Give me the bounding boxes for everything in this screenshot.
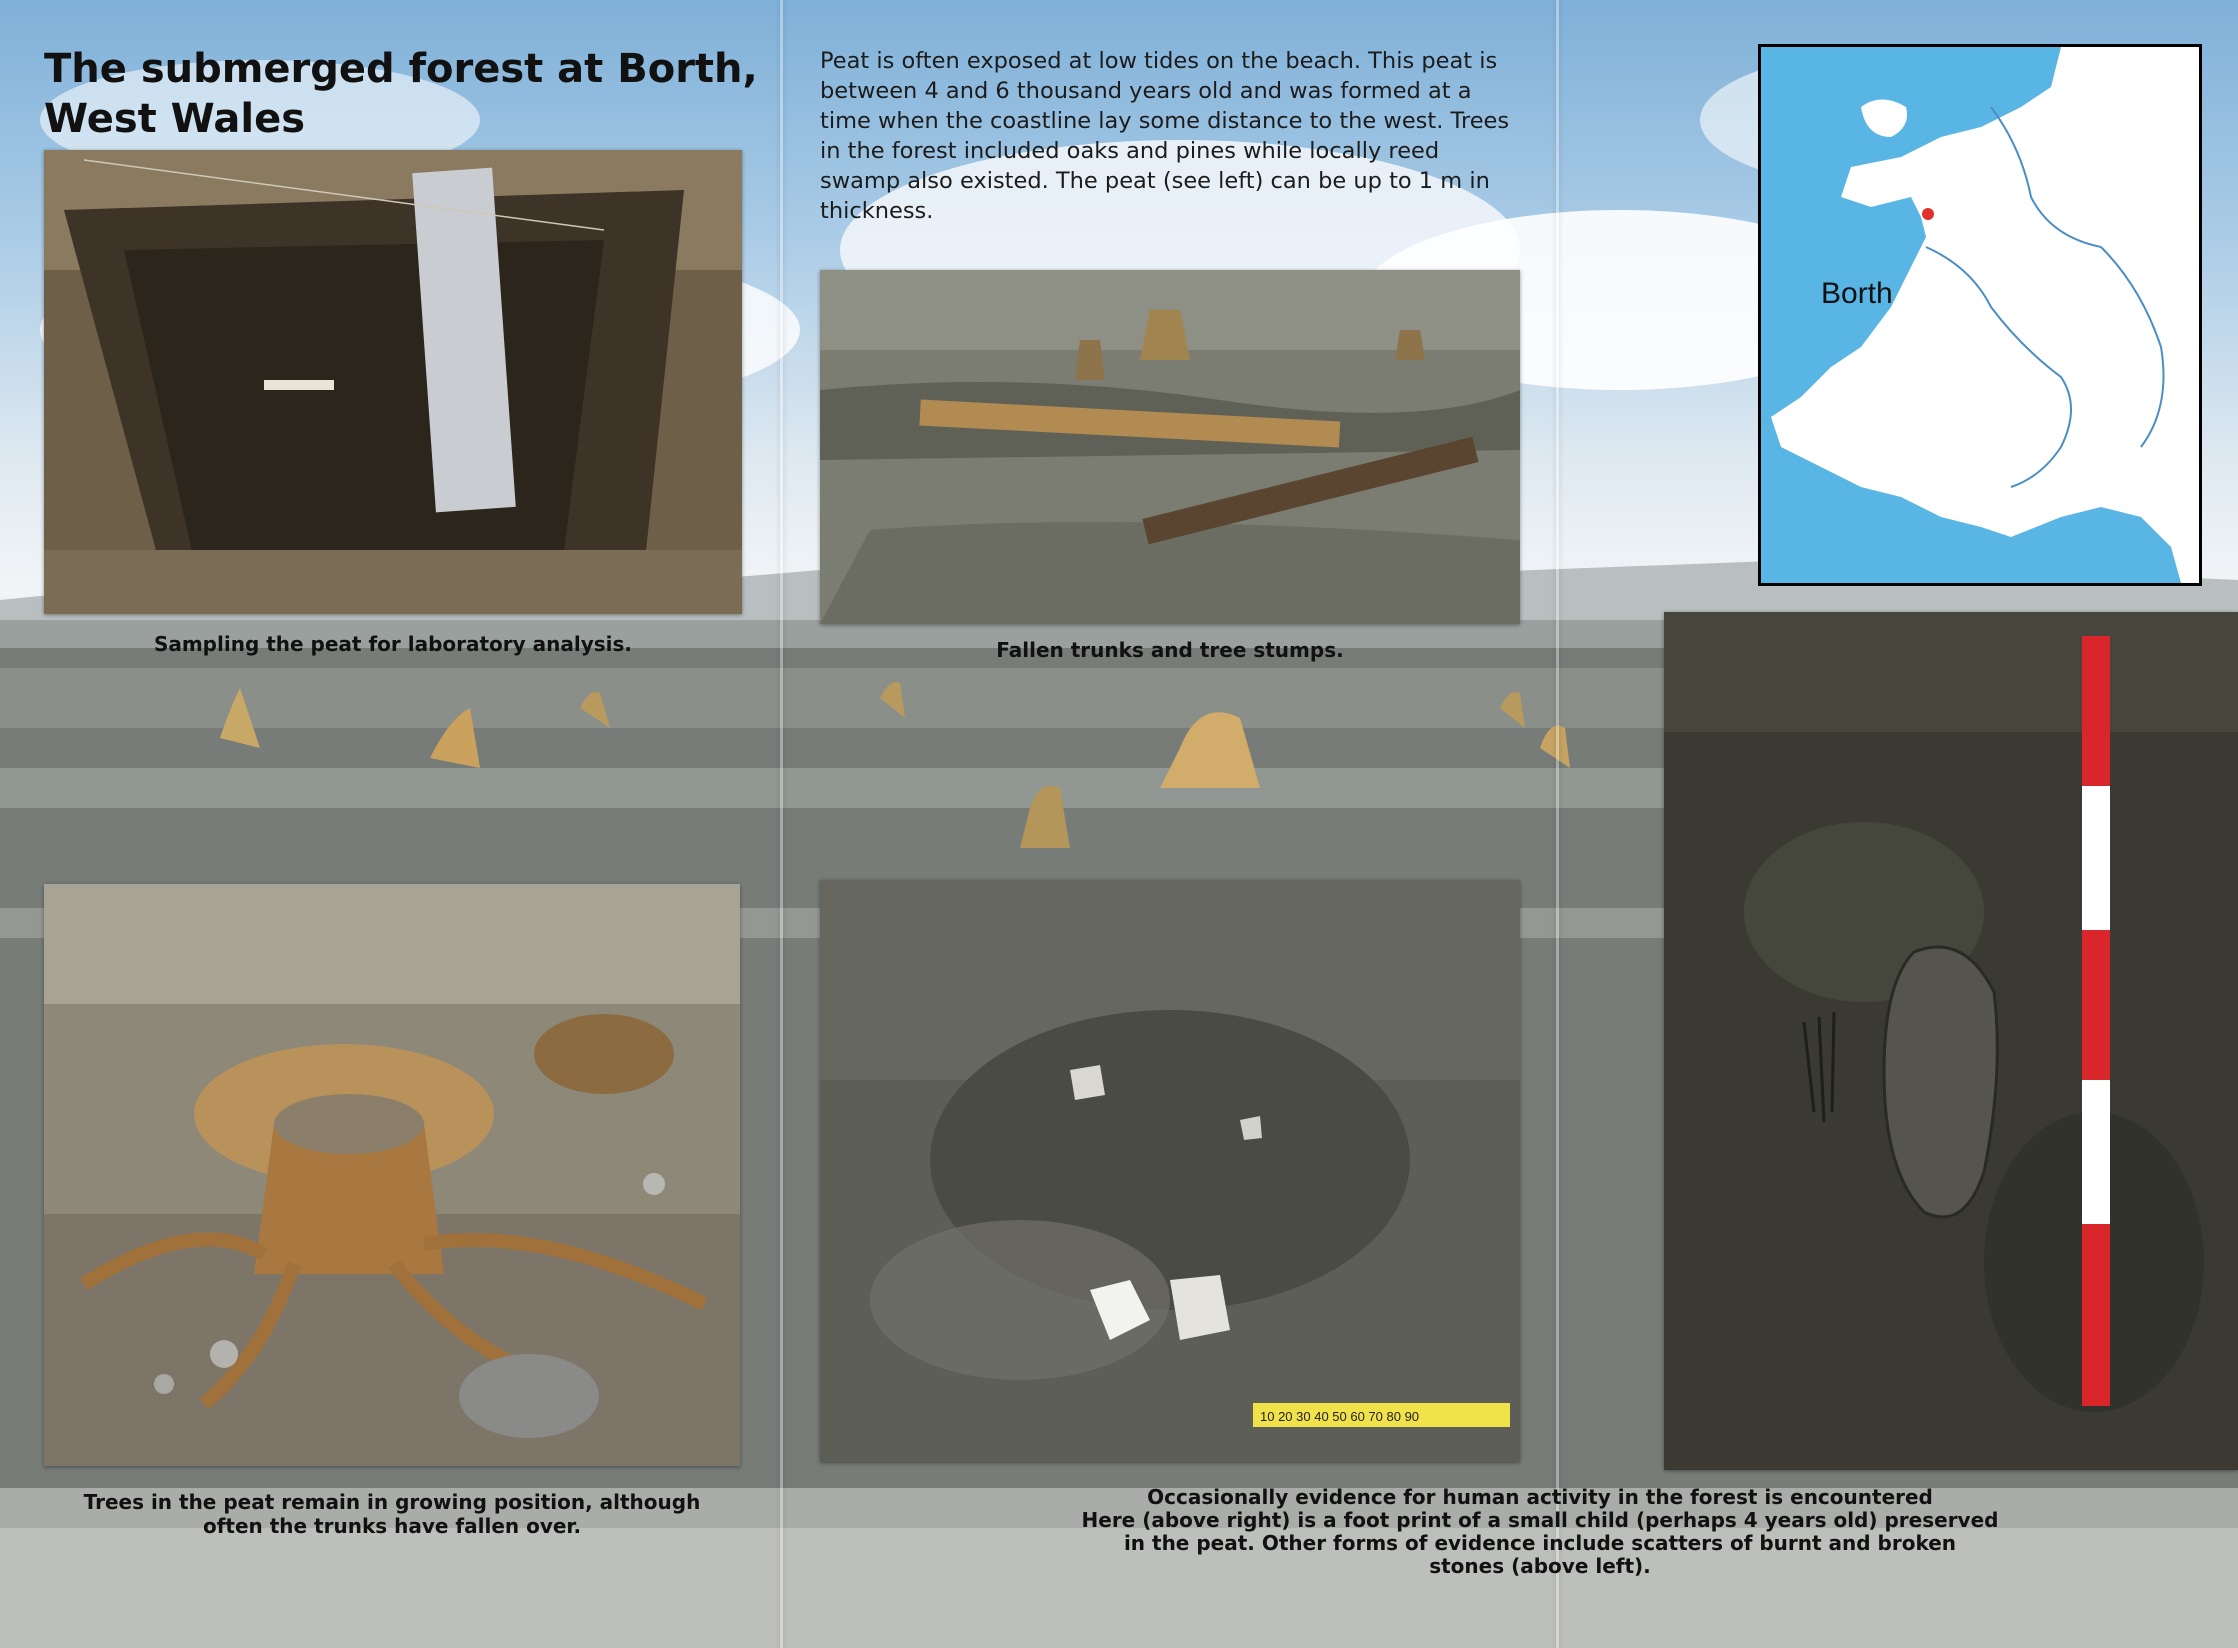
fold-line-left xyxy=(780,0,783,1648)
photo-tree-stump xyxy=(44,884,740,1466)
title-line-1: The submerged forest at Borth, xyxy=(44,46,758,92)
caption-human-activity-line-2: Here (above right) is a foot print of a small child (perhaps 4 years old) preserved xyxy=(1081,1508,1999,1532)
caption-human-activity-line-1: Occasionally evidence for human activity in the forest is encountered xyxy=(1147,1485,1933,1509)
scale-tape-marks: 10 20 30 40 50 60 70 80 90 xyxy=(1260,1409,1420,1424)
caption-growing-position-line-1: Trees in the peat remain in growing position, although xyxy=(83,1490,701,1514)
photo-child-footprint xyxy=(1664,612,2238,1470)
photo-fallen-trunks xyxy=(820,270,1520,624)
photo-burnt-stones xyxy=(820,880,1520,1462)
intro-paragraph: Peat is often exposed at low tides on the beach. This peat is between 4 and 6 thousand years old and was formed at a time when the coastline lay some distance to the west. Trees in the forest included oaks and pines while locally reed swamp also existed. The peat (see left) can be up to 1 m in thickness. xyxy=(820,48,1510,224)
photo-peat-sampling xyxy=(44,150,742,614)
caption-growing-position-line-2: often the trunks have fallen over. xyxy=(202,1514,582,1538)
caption-peat-sampling: Sampling the peat for laboratory analysis. xyxy=(153,632,633,656)
borth-location-marker xyxy=(1922,208,1934,220)
title-line-2: West Wales xyxy=(44,96,306,142)
caption-human-activity xyxy=(1060,1486,2020,1578)
fold-line-right xyxy=(1556,0,1559,1648)
map-label-borth: Borth xyxy=(1821,277,1893,310)
caption-growing-position xyxy=(44,1490,740,1538)
caption-human-activity-line-3: in the peat. Other forms of evidence include scatters of burnt and broken xyxy=(1123,1531,1957,1555)
map-of-wales xyxy=(1758,44,2202,586)
ranging-pole xyxy=(2082,636,2110,1406)
caption-human-activity-line-4: stones (above left). xyxy=(1429,1554,1651,1578)
caption-fallen-trunks: Fallen trunks and tree stumps. xyxy=(996,638,1344,662)
page-title xyxy=(44,44,764,144)
